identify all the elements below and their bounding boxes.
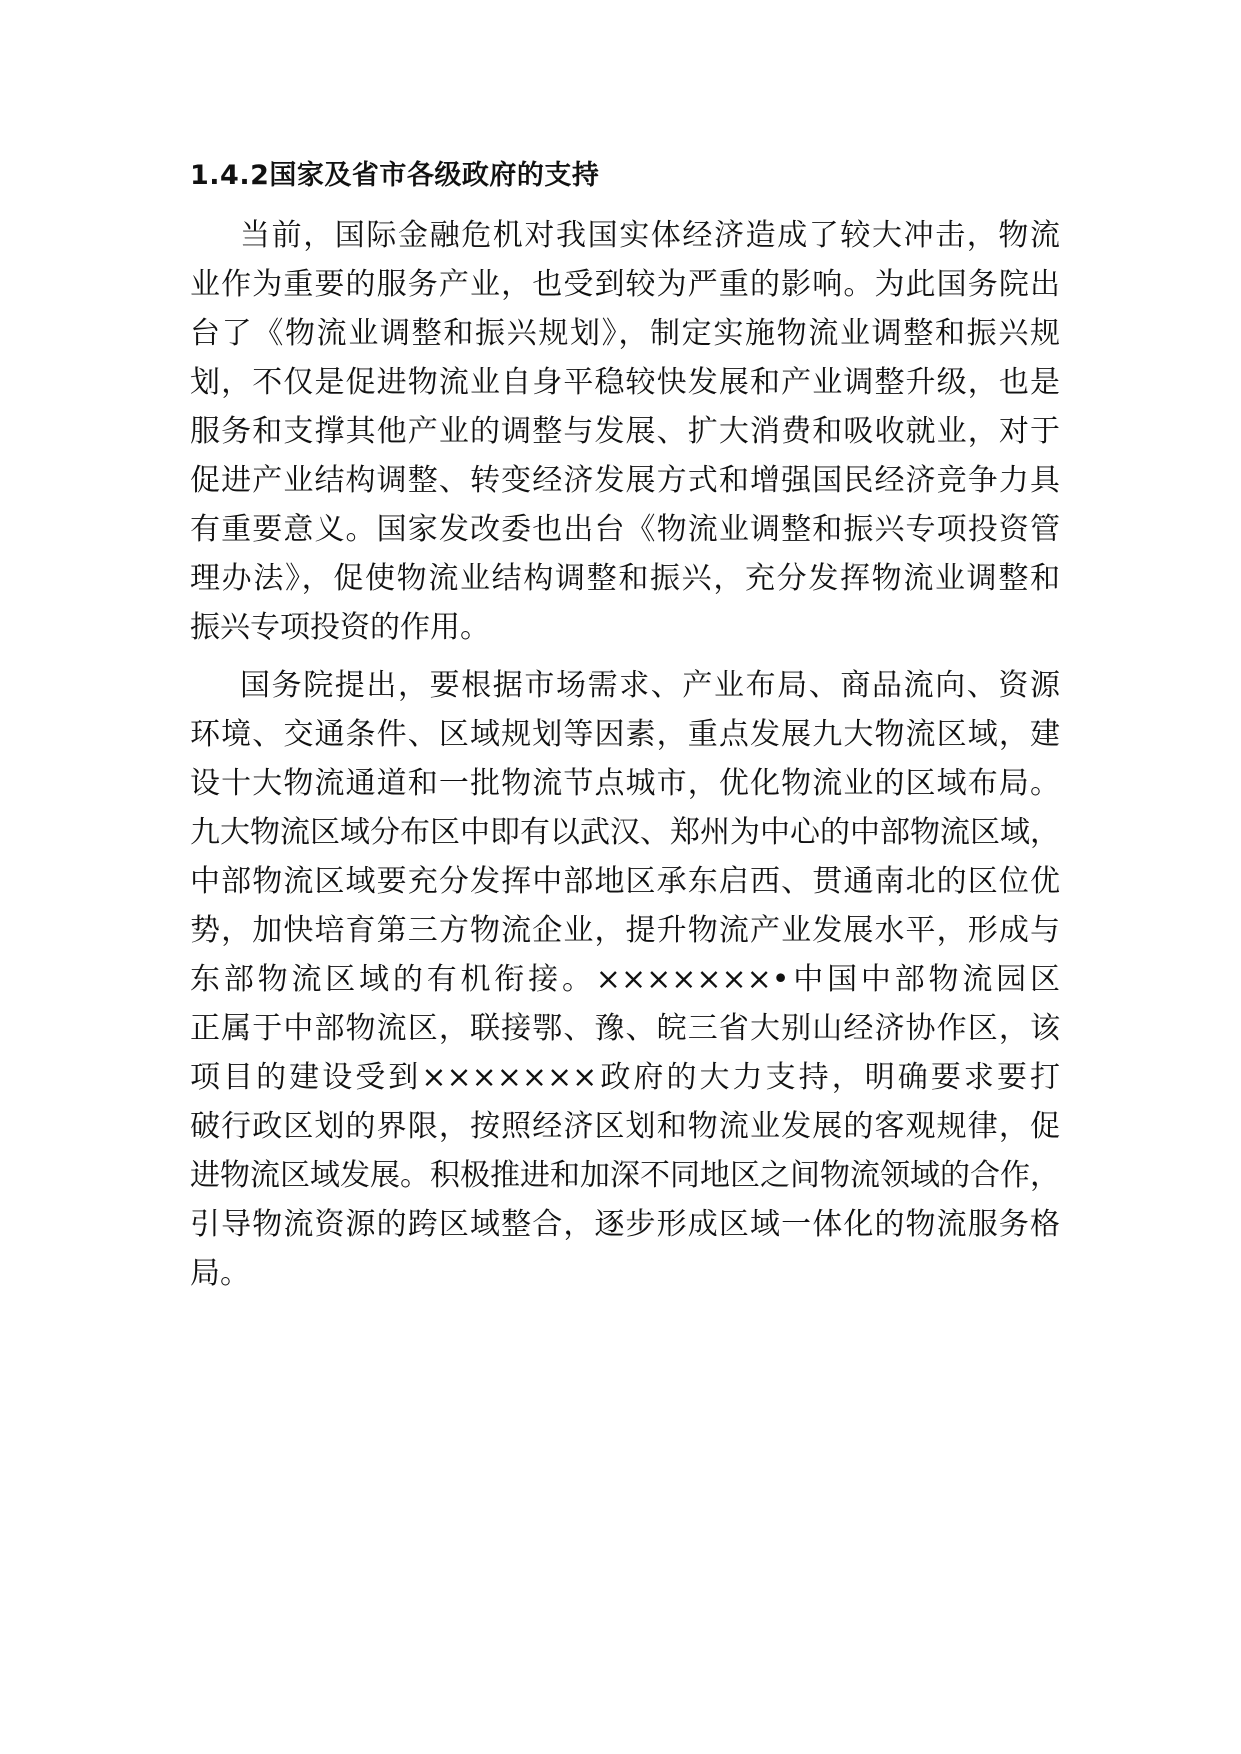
paragraph-line: 振兴专项投资的作用。 <box>190 610 490 645</box>
paragraph-line: 破行政区划的界限，按照经济区划和物流业发展的客观规律，促 <box>190 1109 1060 1144</box>
paragraph-line: 正属于中部物流区，联接鄂、豫、皖三省大别山经济协作区，该 <box>190 1011 1060 1046</box>
paragraph-line: 进物流区域发展。积极推进和加深不同地区之间物流领域的合作， <box>190 1158 1060 1193</box>
paragraph-line: 理办法》，促使物流业结构调整和振兴，充分发挥物流业调整和 <box>190 561 1060 596</box>
paragraph-line: 九大物流区域分布区中即有以武汉、郑州为中心的中部物流区域， <box>190 815 1060 850</box>
paragraph-line: 划，不仅是促进物流业自身平稳较快发展和产业调整升级，也是 <box>190 365 1060 400</box>
paragraph-line: 引导物流资源的跨区域整合，逐步形成区域一体化的物流服务格 <box>190 1207 1060 1242</box>
paragraph-line: 中部物流区域要充分发挥中部地区承东启西、贯通南北的区位优 <box>190 864 1060 899</box>
paragraph-line: 国务院提出，要根据市场需求、产业布局、商品流向、资源 <box>240 668 1060 703</box>
paragraph-line: 当前，国际金融危机对我国实体经济造成了较大冲击，物流 <box>240 218 1060 253</box>
paragraph-line: 东部物流区域的有机衔接。×××××××•中国中部物流园区 <box>190 962 1060 997</box>
paragraph-line: 有重要意义。国家发改委也出台《物流业调整和振兴专项投资管 <box>190 512 1060 547</box>
paragraph-line: 局。 <box>190 1256 250 1291</box>
section-heading: 1.4.2国家及省市各级政府的支持 <box>190 160 600 191</box>
paragraph-line: 台了《物流业调整和振兴规划》，制定实施物流业调整和振兴规 <box>190 316 1060 351</box>
paragraph-line: 势，加快培育第三方物流企业，提升物流产业发展水平，形成与 <box>190 913 1060 948</box>
paragraph-line: 业作为重要的服务产业，也受到较为严重的影响。为此国务院出 <box>190 267 1060 302</box>
paragraph-line: 服务和支撑其他产业的调整与发展、扩大消费和吸收就业，对于 <box>190 414 1060 449</box>
paragraph-line: 促进产业结构调整、转变经济发展方式和增强国民经济竞争力具 <box>190 463 1060 498</box>
paragraph-line: 环境、交通条件、区域规划等因素，重点发展九大物流区域，建 <box>190 717 1060 752</box>
paragraph-line: 设十大物流通道和一批物流节点城市，优化物流业的区域布局。 <box>190 766 1060 801</box>
paragraph-line: 项目的建设受到×××××××政府的大力支持，明确要求要打 <box>190 1060 1060 1095</box>
